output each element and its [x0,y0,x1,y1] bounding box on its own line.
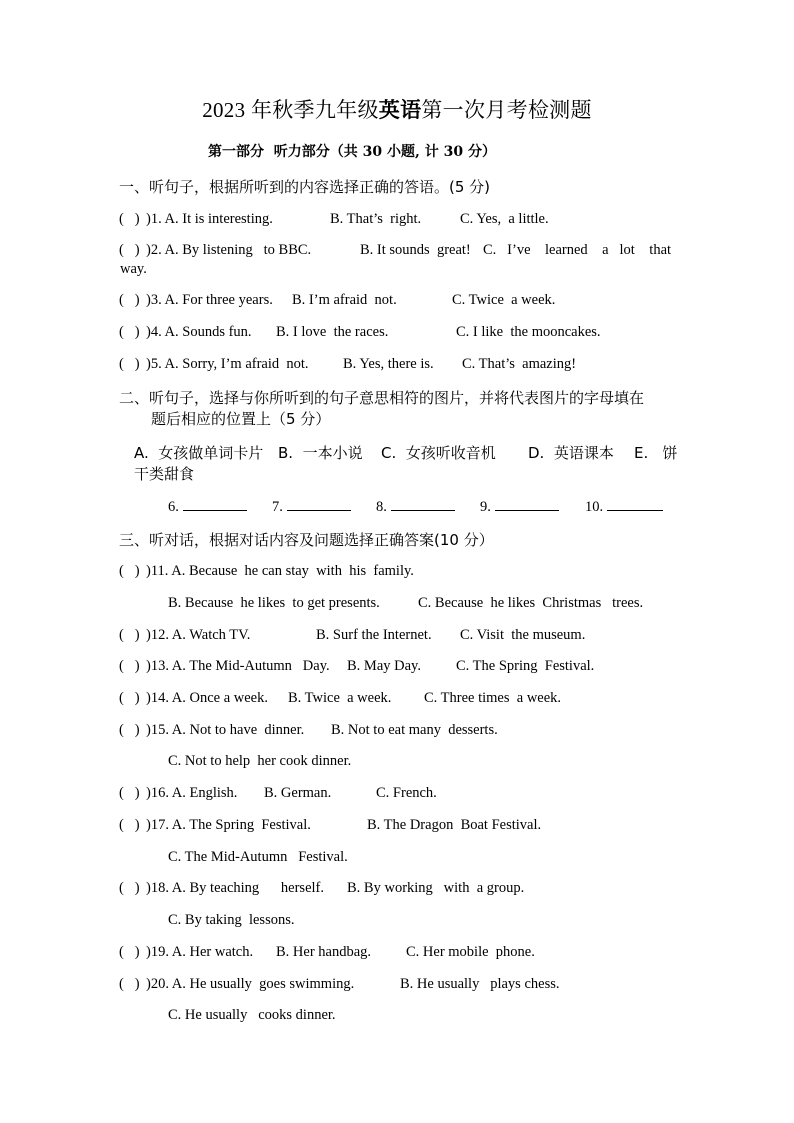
q18-option-c: C. By taking lessons. [168,912,295,928]
q16-option-b: B. German. [264,785,332,801]
answer-blank-9[interactable] [480,496,559,516]
q18-option-b: B. By working with a group. [347,880,525,896]
blank-line[interactable] [495,496,559,511]
q15-option-c: C. Not to help her cook dinner. [168,753,352,769]
picture-option-c: C. 女孩听收音机 [381,444,496,462]
q20-option-b: B. He usually plays chess. [400,976,560,992]
q5-option-c: C. That’s amazing! [462,356,577,372]
q3-option-c: C. Twice a week. [452,292,556,308]
q20-option-a: )20. A. He usually goes swimming. [146,976,355,992]
answer-paren[interactable]: ( ) [119,627,140,643]
answer-paren[interactable]: ( ) [119,944,140,960]
q19-option-b: B. Her handbag. [276,944,372,960]
q4-option-b: B. I love the races. [276,324,389,340]
answer-paren[interactable]: ( ) [119,563,140,579]
q17-option-c: C. The Mid-Autumn Festival. [168,849,348,865]
q3-option-a: )3. A. For three years. [146,292,273,308]
section-two-heading: 二、听句子，选择与你所听到的句子意思相符的图片，并将代表图片的字母填在 [119,389,645,407]
q4-option-a: )4. A. Sounds fun. [146,324,252,340]
picture-option-a: A. 女孩做单词卡片 [134,444,264,462]
answer-paren[interactable]: ( ) [119,356,140,372]
answer-paren[interactable]: ( ) [119,880,140,896]
q16-option-c: C. French. [376,785,437,801]
answer-blank-8[interactable] [376,496,455,516]
blank-number: 7. [272,499,283,515]
q5-option-b: B. Yes, there is. [343,356,434,372]
answer-paren[interactable]: ( ) [119,211,140,227]
q3-option-b: B. I’m afraid not. [292,292,397,308]
q15-option-a: )15. A. Not to have dinner. [146,722,305,738]
picture-option-d: D. 英语课本 [528,444,614,462]
q2-option-c: C. I’ve learned a lot that [483,242,672,258]
blank-line[interactable] [391,496,455,511]
answer-paren[interactable]: ( ) [119,242,140,258]
q15-option-b: B. Not to eat many desserts. [331,722,498,738]
q2-option-a: )2. A. By listening to BBC. [146,242,312,258]
picture-option-e-continued: 干类甜食 [134,465,195,483]
q20-option-c: C. He usually cooks dinner. [168,1007,336,1023]
section-two-heading-cont: 题后相应的位置上（5 分） [151,410,331,428]
q2-option-c-continued: way. [120,261,147,277]
answer-paren[interactable]: ( ) [119,658,140,674]
q18-option-a: )18. A. By teaching herself. [146,880,324,896]
q1-option-c: C. Yes, a little. [460,211,549,227]
blank-line[interactable] [183,496,247,511]
q4-option-c: C. I like the mooncakes. [456,324,601,340]
q13-option-c: C. The Spring Festival. [456,658,595,674]
answer-paren[interactable]: ( ) [119,324,140,340]
title-suffix: 第一次月考检测题 [421,98,592,122]
part-one-heading: 第一部分 听力部分（共 30 小题, 计 30 分） [208,144,496,160]
q11-option-c: C. Because he likes Christmas trees. [418,595,644,611]
answer-blank-7[interactable] [272,496,351,516]
title-subject: 英语 [378,98,422,122]
blank-line[interactable] [607,496,663,511]
blank-number: 8. [376,499,387,515]
blank-number: 9. [480,499,491,515]
answer-paren[interactable]: ( ) [119,722,140,738]
answer-paren[interactable]: ( ) [119,785,140,801]
blank-number: 10. [585,499,604,515]
q19-option-a: )19. A. Her watch. [146,944,254,960]
answer-paren[interactable]: ( ) [119,690,140,706]
section-three-heading: 三、听对话，根据对话内容及问题选择正确答案(10 分） [119,531,494,549]
q13-option-a: )13. A. The Mid-Autumn Day. [146,658,330,674]
picture-option-e: E. 饼 [634,444,678,462]
q11-option-b: B. Because he likes to get presents. [168,595,380,611]
answer-blank-6[interactable] [168,496,247,516]
q17-option-a: )17. A. The Spring Festival. [146,817,311,833]
q1-option-a: )1. A. It is interesting. [146,211,273,227]
q19-option-c: C. Her mobile phone. [406,944,535,960]
q1-option-b: B. That’s right. [330,211,422,227]
answer-paren[interactable]: ( ) [119,817,140,833]
blank-line[interactable] [287,496,351,511]
q12-option-a: )12. A. Watch TV. [146,627,251,643]
answer-paren[interactable]: ( ) [119,976,140,992]
q14-option-b: B. Twice a week. [288,690,392,706]
answer-blank-10[interactable] [585,496,663,516]
q12-option-c: C. Visit the museum. [460,627,586,643]
q13-option-b: B. May Day. [347,658,421,674]
answer-paren[interactable]: ( ) [119,292,140,308]
q17-option-b: B. The Dragon Boat Festival. [367,817,542,833]
q2-option-b: B. It sounds great! [360,242,471,258]
q14-option-c: C. Three times a week. [424,690,562,706]
blank-number: 6. [168,499,179,515]
section-one-heading: 一、听句子，根据所听到的内容选择正确的答语。(5 分) [119,178,491,196]
title-prefix: 2023 年秋季九年级 [202,98,379,122]
exam-title [0,94,794,124]
q11-option-a: )11. A. Because he can stay with his family. [146,563,414,579]
q12-option-b: B. Surf the Internet. [316,627,432,643]
q14-option-a: )14. A. Once a week. [146,690,268,706]
picture-option-b: B. 一本小说 [278,444,363,462]
q5-option-a: )5. A. Sorry, I’m afraid not. [146,356,309,372]
q16-option-a: )16. A. English. [146,785,238,801]
